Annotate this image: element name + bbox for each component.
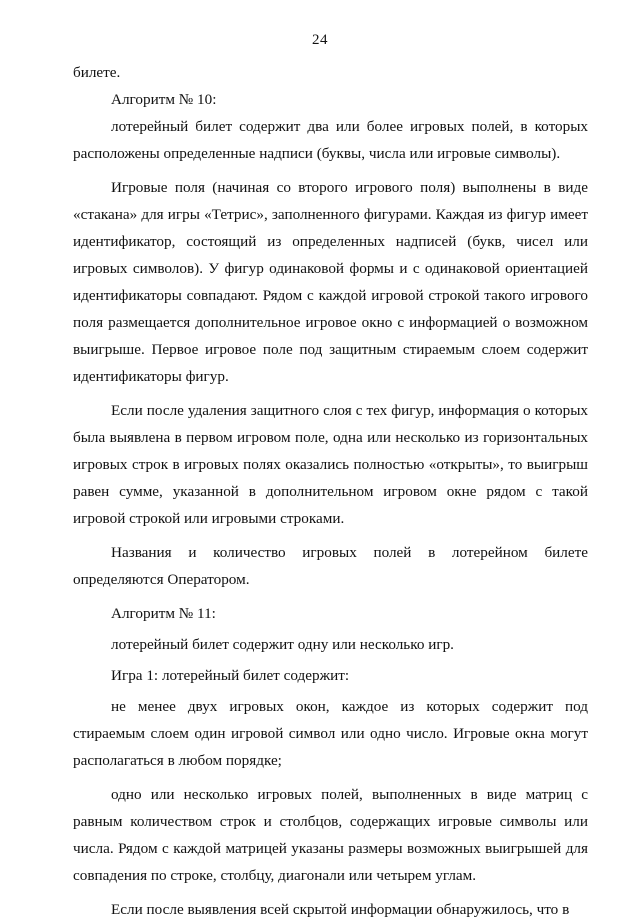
paragraph: не менее двух игровых окон, каждое из которых содержит под стираемым слоем один игровой символ или одно число. Игровые окна могут располагаться в любом порядке; bbox=[73, 698, 588, 769]
game-1-heading: Игра 1: лотерейный билет содержит: bbox=[111, 667, 350, 684]
paragraph: лотерейный билет содержит два или более игровых полей, в которых расположены определенные надписи (буквы, числа или игровые символы). bbox=[73, 118, 588, 162]
page-number: 24 bbox=[312, 32, 328, 48]
paragraph: Игровые поля (начиная со второго игрового поля) выполнены в виде «стакана» для игры «Тетрис», заполненного фигурами. Каждая из фигур имеет идентификатор, состоящий из определенных надписей (букв, чисел или игровых символов). У фигур одинаковой формы и с одинаковой ориентацией идентификаторы совпадают. Рядом с каждой игровой строкой такого игрового поля размещается дополнительное игровое окно с информацией о возможном выигрыше. Первое игровое поле под защитным стираемым слоем содержит идентификаторы фигур. bbox=[73, 179, 588, 385]
algorithm-11-heading: Алгоритм № 11: bbox=[111, 605, 216, 622]
document-body bbox=[73, 59, 588, 923]
paragraph: Если после удаления защитного слоя с тех фигур, информация о которых была выявлена в первом игровом поле, одна или несколько из горизонтальных игровых строк в игровых полях оказались полностью «открыты», то выигрыш равен сумме, указанной в дополнительном игровом окне рядом с такой игровой строкой или игровыми строками. bbox=[73, 402, 588, 527]
paragraph: лотерейный билет содержит одну или несколько игр. bbox=[111, 636, 454, 653]
paragraph: одно или несколько игровых полей, выполненных в виде матриц с равным количеством строк и столбцов, содержащих игровые символы или числа. Рядом с каждой матрицей указаны размеры возможных выигрышей для совпадения по строке, столбцу, диагонали или четырем углам. bbox=[73, 786, 588, 884]
paragraph: Названия и количество игровых полей в лотерейном билете определяются Оператором. bbox=[73, 544, 588, 588]
algorithm-10-heading: Алгоритм № 10: bbox=[111, 91, 217, 108]
paragraph-continuation: билете. bbox=[73, 64, 121, 81]
paragraph: Если после выявления всей скрытой информации обнаружилось, что в bbox=[111, 901, 570, 918]
